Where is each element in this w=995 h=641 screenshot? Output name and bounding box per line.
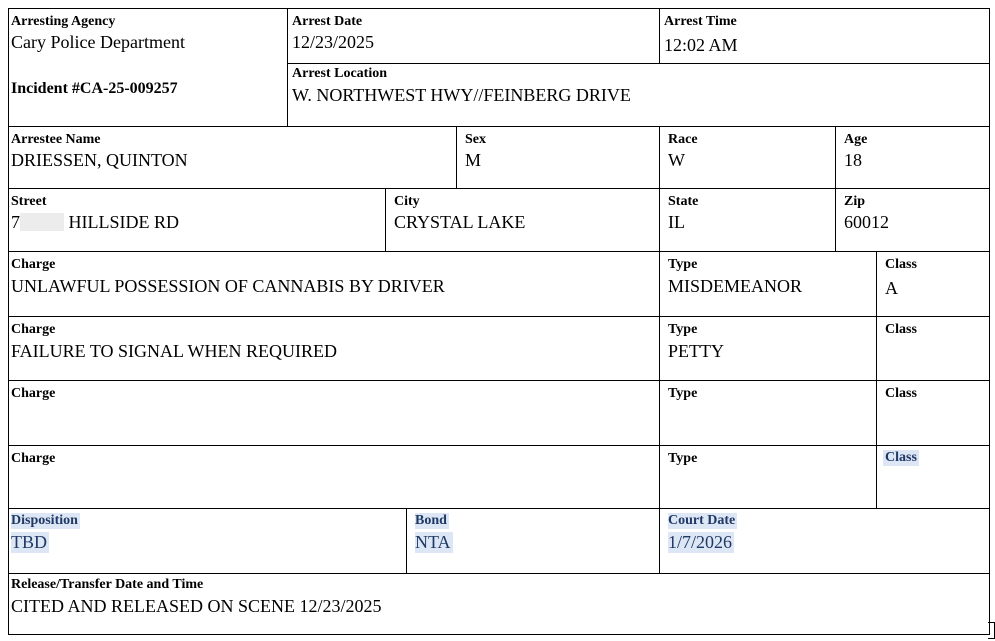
age-label: Age: [844, 132, 868, 147]
charge-1-value: UNLAWFUL POSSESSION OF CANNABIS BY DRIVER: [11, 276, 445, 296]
arrest-location-value: W. NORTHWEST HWY//FEINBERG DRIVE: [292, 85, 631, 105]
incident-number: Incident #CA-25-009257: [11, 80, 178, 97]
class-1-value: A: [885, 278, 898, 298]
divider-time: [659, 8, 660, 64]
city-value: CRYSTAL LAKE: [394, 212, 526, 232]
release-value: CITED AND RELEASED ON SCENE 12/23/2025: [11, 596, 382, 616]
type-1-label: Type: [668, 257, 698, 272]
redaction-block: [20, 213, 64, 231]
divider-sex: [456, 126, 457, 188]
state-label: State: [668, 194, 699, 209]
arrest-date-value: 12/23/2025: [292, 32, 375, 52]
type-2-value: PETTY: [668, 341, 724, 361]
street-value: [11, 212, 179, 233]
race-label: Race: [668, 132, 698, 147]
divider-row3: [8, 251, 990, 252]
age-value: 18: [844, 150, 862, 170]
divider-row6: [8, 445, 990, 446]
arrest-time-value: 12:02 AM: [664, 35, 738, 55]
arrest-location-label: Arrest Location: [292, 66, 387, 81]
class-4-label: Class: [885, 450, 917, 465]
divider-row5: [8, 380, 990, 381]
divider-location: [287, 63, 990, 64]
divider-row1: [8, 126, 990, 127]
race-value: W: [668, 150, 685, 170]
class-2-label: Class: [885, 322, 917, 337]
border-top: [8, 8, 990, 9]
class-3-label: Class: [885, 386, 917, 401]
zip-value: 60012: [844, 212, 889, 232]
divider-bond: [406, 508, 407, 573]
divider-type: [659, 251, 660, 573]
sex-label: Sex: [465, 132, 486, 147]
bond-label: Bond: [415, 513, 447, 528]
state-value: IL: [668, 212, 685, 232]
arrestee-name-value: DRIESSEN, QUINTON: [11, 150, 188, 170]
type-4-label: Type: [668, 451, 698, 466]
charge-4-label: Charge: [11, 451, 56, 466]
divider-row2: [8, 188, 990, 189]
class-1-label: Class: [885, 257, 917, 272]
type-3-label: Type: [668, 386, 698, 401]
divider-agency: [287, 8, 288, 126]
court-date-label: Court Date: [668, 513, 736, 528]
type-1-value: MISDEMEANOR: [668, 276, 803, 296]
release-label: Release/Transfer Date and Time: [11, 577, 204, 592]
arrestee-name-label: Arrestee Name: [11, 132, 101, 147]
divider-class: [876, 251, 877, 508]
agency-label: Arresting Agency: [11, 14, 116, 29]
border-left: [8, 8, 9, 635]
agency-value: Cary Police Department: [11, 32, 185, 52]
border-bottom: [8, 634, 990, 635]
street-label: Street: [11, 194, 47, 209]
arrest-date-label: Arrest Date: [292, 14, 363, 29]
arrest-report-form: [8, 8, 990, 638]
sex-value: M: [465, 150, 482, 170]
border-right: [989, 8, 990, 635]
disposition-label: Disposition: [11, 513, 78, 528]
divider-race-state: [659, 126, 660, 251]
street-number: 7: [11, 212, 20, 232]
zip-label: Zip: [844, 194, 866, 209]
bond-value: NTA: [415, 532, 451, 552]
divider-row7: [8, 508, 990, 509]
divider-age-zip: [835, 126, 836, 251]
divider-row8: [8, 573, 990, 574]
corner-bracket: [988, 622, 995, 639]
charge-1-label: Charge: [11, 257, 56, 272]
type-2-label: Type: [668, 322, 698, 337]
divider-row4: [8, 316, 990, 317]
street-name: HILLSIDE RD: [68, 212, 179, 232]
court-date-value: 1/7/2026: [668, 532, 733, 552]
charge-2-label: Charge: [11, 322, 56, 337]
disposition-value: TBD: [11, 532, 47, 552]
charge-2-value: FAILURE TO SIGNAL WHEN REQUIRED: [11, 341, 337, 361]
city-label: City: [394, 194, 420, 209]
charge-3-label: Charge: [11, 386, 56, 401]
divider-city: [385, 188, 386, 251]
arrest-time-label: Arrest Time: [664, 14, 737, 29]
